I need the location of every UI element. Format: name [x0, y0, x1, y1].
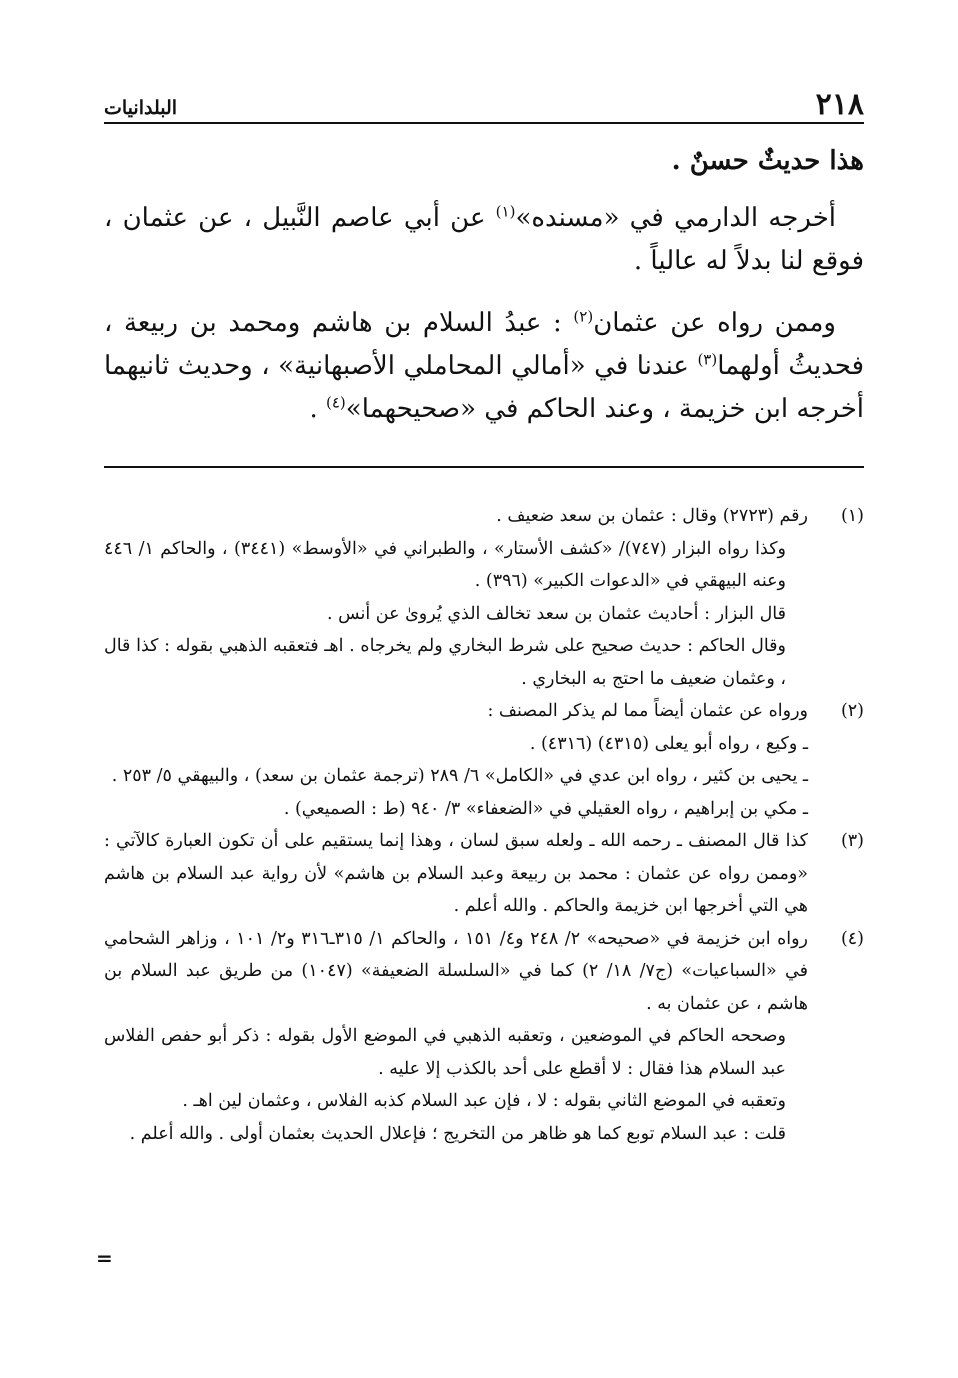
main-text [104, 140, 864, 450]
footnote-body [104, 500, 808, 695]
footnote-paragraph: كذا قال المصنف ـ رحمه الله ـ ولعله سبق لسان ، وهذا إنما يستقيم على أن تكون العبارة كالآتي : «وممن رواه عن عثمان : محمد بن ربيعة وعبد السلام بن هاشم» لأن رواية عبد السلام بن هاشم هي التي أخرجها ابن خزيمة والحاكم . والله أعلم . [104, 831, 808, 916]
footnote-number: (٢) [840, 701, 864, 721]
body-text-span: عندنا في «أمالي المحاملي الأصبهانية» ، وحديث ثانيهما أخرجه ابن خزيمة ، وعند الحاكم في «صحيحهما» [104, 351, 864, 424]
body-paragraph-2 [104, 302, 864, 431]
footnote-3 [104, 825, 864, 923]
footnote-paragraph: وكذا رواه البزار (٧٤٧)/ «كشف الأستار» ، والطبراني في «الأوسط» (٣٤٤١) ، والحاكم ١/ ٤٤٦ وعنه البيهقي في «الدعوات الكبير» (٣٩٦) . [104, 538, 786, 591]
body-text-span: : عبدُ السلام بن هاشم ومحمد بن ربيعة ، فحديثُ أولهما [104, 308, 864, 381]
footnote-paragraph: ورواه عن عثمان أيضاً مما لم يذكر المصنف : [487, 701, 808, 721]
footnote-paragraph: قلت : عبد السلام توبع كما هو ظاهر من التخريج ؛ فإعلال الحديث بعثمان أولى . والله أعلم . [129, 1123, 786, 1144]
footnote-ref-3: (٣) [697, 350, 718, 369]
footnote-separator [104, 466, 864, 468]
footnote-paragraph: ـ يحيى بن كثير ، رواه ابن عدي في «الكامل» ٦/ ٢٨٩ (ترجمة عثمان بن سعد) ، والبيهقي ٥/ ٢٥٣ . [111, 766, 808, 786]
body-text-span: وممن رواه عن عثمان [593, 308, 836, 338]
footnote-4 [104, 923, 864, 1151]
body-paragraph-1 [104, 197, 864, 283]
footnote-body [104, 923, 808, 1151]
continuation-mark: = [96, 1246, 113, 1270]
page-number: ٢١٨ [815, 87, 864, 122]
running-header [104, 84, 864, 124]
footnote-paragraph: رواه ابن خزيمة في «صحيحه» ٢/ ٢٤٨ و٤/ ١٥١ ، والحاكم ١/ ٣١٥ـ٣١٦ و٢/ ١٠١ ، وزاهر الشحامي في «السباعيات» (ج٧/ ١٨/ ٢) كما في «السلسلة الضعيفة» (١٠٤٧) من طريق عبد السلام بن هاشم ، عن عثمان به . [104, 928, 808, 1014]
footnotes [104, 500, 864, 1150]
footnote-number: (١) [840, 506, 864, 526]
body-text-span: . [309, 394, 326, 424]
footnote-1 [104, 500, 864, 695]
footnote-ref-2: (٢) [573, 307, 594, 326]
footnote-number: (٤) [840, 928, 864, 949]
hadith-verdict: هذا حديثٌ حسنٌ . [671, 146, 864, 176]
footnote-ref-1: (١) [495, 202, 516, 221]
book-title: البلدانيات [104, 97, 178, 119]
footnote-body [104, 695, 808, 825]
footnote-paragraph: وتعقبه في الموضع الثاني بقوله : لا ، فإن عبد السلام كذبه الفلاس ، وعثمان لين اهـ . [182, 1091, 786, 1111]
footnote-paragraph: ـ وكيع ، رواه أبو يعلى (٤٣١٥) (٤٣١٦) . [529, 733, 808, 754]
footnote-paragraph: وقال الحاكم : حديث صحيح على شرط البخاري ولم يخرجاه . اهـ فتعقبه الذهبي بقوله : كذا قال ، وعثمان ضعيف ما احتج به البخاري . [104, 636, 786, 689]
footnote-paragraph: قال البزار : أحاديث عثمان بن سعد تخالف الذي يُروىٰ عن أنس . [327, 603, 786, 624]
footnote-2 [104, 695, 864, 825]
body-text-span: عن أبي عاصم النَّبيل ، عن عثمان ، فوقع لنا بدلاً له عالياً . [104, 203, 864, 276]
footnote-paragraph: ـ مكي بن إبراهيم ، رواه العقيلي في «الضعفاء» ٣/ ٩٤٠ (ط : الصميعي) . [283, 798, 808, 819]
footnote-paragraph: رقم (٢٧٢٣) وقال : عثمان بن سعد ضعيف . [496, 506, 808, 526]
footnote-paragraph: وصححه الحاكم في الموضعين ، وتعقبه الذهبي في الموضع الأول بقوله : ذكر أبو حفص الفلاس عبد السلام هذا فقال : لا أقطع على أحد بالكذب إلا عليه . [104, 1026, 786, 1079]
footnote-ref-4: (٤) [326, 393, 346, 412]
footnote-number: (٣) [840, 831, 864, 851]
footnote-body [104, 825, 808, 923]
body-text-span: أخرجه الدارمي في «مسنده» [515, 203, 836, 233]
